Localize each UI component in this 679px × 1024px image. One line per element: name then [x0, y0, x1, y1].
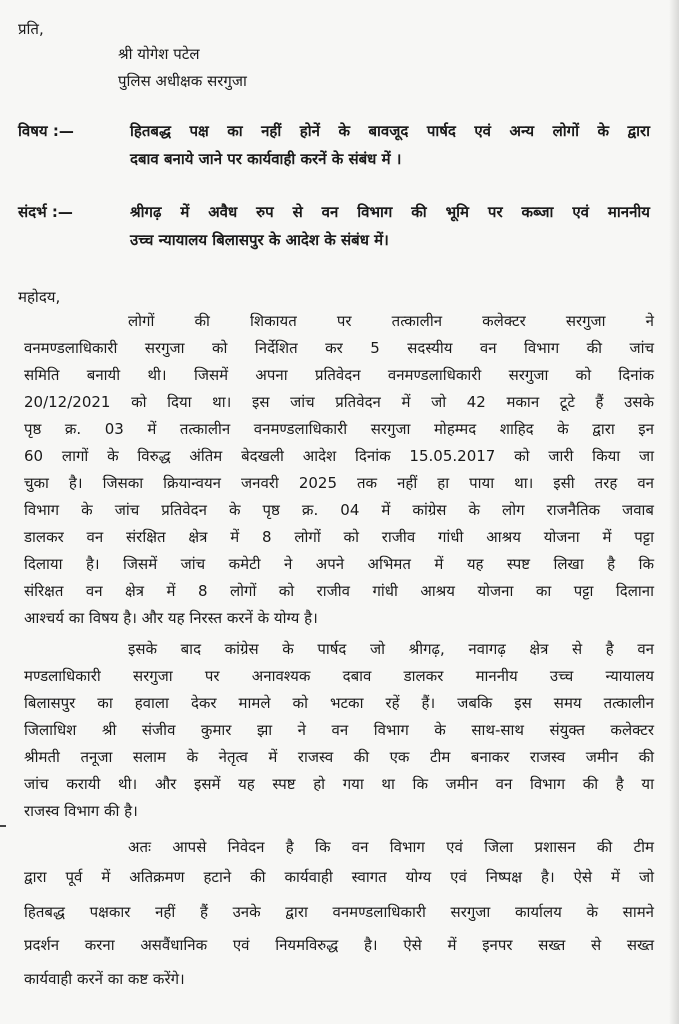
paragraph-line: मण्डलाधिकारी सरगुजा पर अनावश्यक दबाव डालकर माननीय उच्च न्यायालय: [24, 667, 654, 685]
reference-line-2: उच्च न्यायालय बिलासपुर के आदेश के संबंध में।: [130, 231, 389, 249]
reference-line-1: श्रीगढ़ में अवैध रुप से वन विभाग की भूमि पर कब्जा एवं माननीय: [130, 203, 650, 221]
subject-line-1: हितबद्ध पक्ष का नहीं होनें के बावजूद पार्षद एवं अन्य लोगों के द्वारा: [130, 122, 650, 140]
paragraph-line: डालकर वन संरक्षित क्षेत्र में 8 लोगों को राजीव गांधी आश्रय योजना में पट्टा: [24, 528, 654, 546]
paragraph-line: समिति बनायी थी। जिसमें अपना प्रतिवेदन वनमण्डलाधिकारी सरगुजा को दिनांक: [24, 366, 654, 384]
paragraph-line: पृष्ठ क्र. 03 में तत्कालीन वनमण्डलाधिकारी सरगुजा मोहम्मद शाहिद के द्वारा इन: [24, 420, 654, 438]
reference-label: संदर्भ :—: [18, 203, 73, 221]
paragraph-line: संरिक्षत वन क्षेत्र में 8 लोगों को राजीव गांधी आश्रय योजना का पट्टा दिलाना: [24, 582, 654, 600]
paragraph-line: इसके बाद कांग्रेस के पार्षद जो श्रीगढ़, नवागढ़ क्षेत्र से है वन: [128, 640, 654, 658]
page-edge-shadow: [669, 0, 679, 1024]
recipient-name: श्री योगेश पटेल: [118, 45, 200, 63]
paragraph-line: श्रीमती तनूजा सलाम के नेतृत्व में राजस्व की एक टीम बनाकर राजस्व जमीन की: [24, 748, 654, 766]
paragraph-line: आश्चर्य का विषय है। और यह निरस्त करनें के योग्य है।: [24, 609, 318, 627]
subject-line-2: दबाव बनाये जाने पर कार्यवाही करनें के संबंध में ।: [130, 150, 402, 168]
paragraph-line: प्रदर्शन करना असवैंधानिक एवं नियमविरुद्ध है। ऐसे में इनपर सख्त से सख्त: [24, 936, 654, 954]
paragraph-line: दिलाया है। जिसमें जांच कमेटी ने अपने अभिमत में यह स्पष्ट लिखा है कि: [24, 555, 654, 573]
margin-tick-mark: [0, 825, 6, 827]
salutation: महोदय,: [18, 288, 61, 306]
paragraph-line: राजस्व विभाग की है।: [24, 802, 138, 820]
paragraph-line: जिलाधिश श्री संजीव कुमार झा ने वन विभाग के साथ-साथ संयुक्त कलेक्टर: [24, 721, 654, 739]
paragraph-line: हितबद्ध पक्षकार नहीं हैं उनके द्वारा वनमण्डलाधिकारी सरगुजा कार्यालय के सामने: [24, 903, 654, 921]
paragraph-line: वनमण्डलाधिकारी सरगुजा को निर्देशित कर 5 सदस्यीय वन विभाग की जांच: [24, 339, 654, 357]
paragraph-line: द्वारा पूर्व में अतिक्रमण हटाने की कार्यवाही स्वागत योग्य एवं निष्पक्ष है। ऐसे में जो: [24, 868, 654, 886]
paragraph-line: लोगों की शिकायत पर तत्कालीन कलेक्टर सरगुजा ने: [128, 312, 654, 330]
to-label: प्रति,: [18, 20, 44, 38]
recipient-designation: पुलिस अधीक्षक सरगुजा: [118, 72, 247, 90]
paragraph-line: विभाग के जांच प्रतिवेदन के पृष्ठ क्र. 04 में कांग्रेस के लोग राजनैतिक जवाब: [24, 501, 654, 519]
paragraph-line: बिलासपुर का हवाला देकर मामले को भटका रहें हैं। जबकि इस समय तत्कालीन: [24, 694, 654, 712]
paragraph-line: 20/12/2021 को दिया था। इस जांच प्रतिवेदन में जो 42 मकान टूटे हैं उसके: [24, 393, 654, 411]
paragraph-line: अतः आपसे निवेदन है कि वन विभाग एवं जिला प्रशासन की टीम: [128, 838, 654, 856]
subject-label: विषय :—: [18, 122, 74, 140]
paragraph-line: 60 लागों के विरुद्ध अंतिम बेदखली आदेश दिनांक 15.05.2017 को जारी किया जा: [24, 447, 654, 465]
paragraph-line: चुका है। जिसका क्रियान्वयन जनवरी 2025 तक नहीं हा पाया था। इसी तरह वन: [24, 474, 654, 492]
paragraph-line: कार्यवाही करनें का कष्ट करेंगे।: [24, 970, 185, 988]
paragraph-line: जांच करायी थी। और इसमें यह स्पष्ट हो गया था कि जमीन वन विभाग की है या: [24, 775, 654, 793]
